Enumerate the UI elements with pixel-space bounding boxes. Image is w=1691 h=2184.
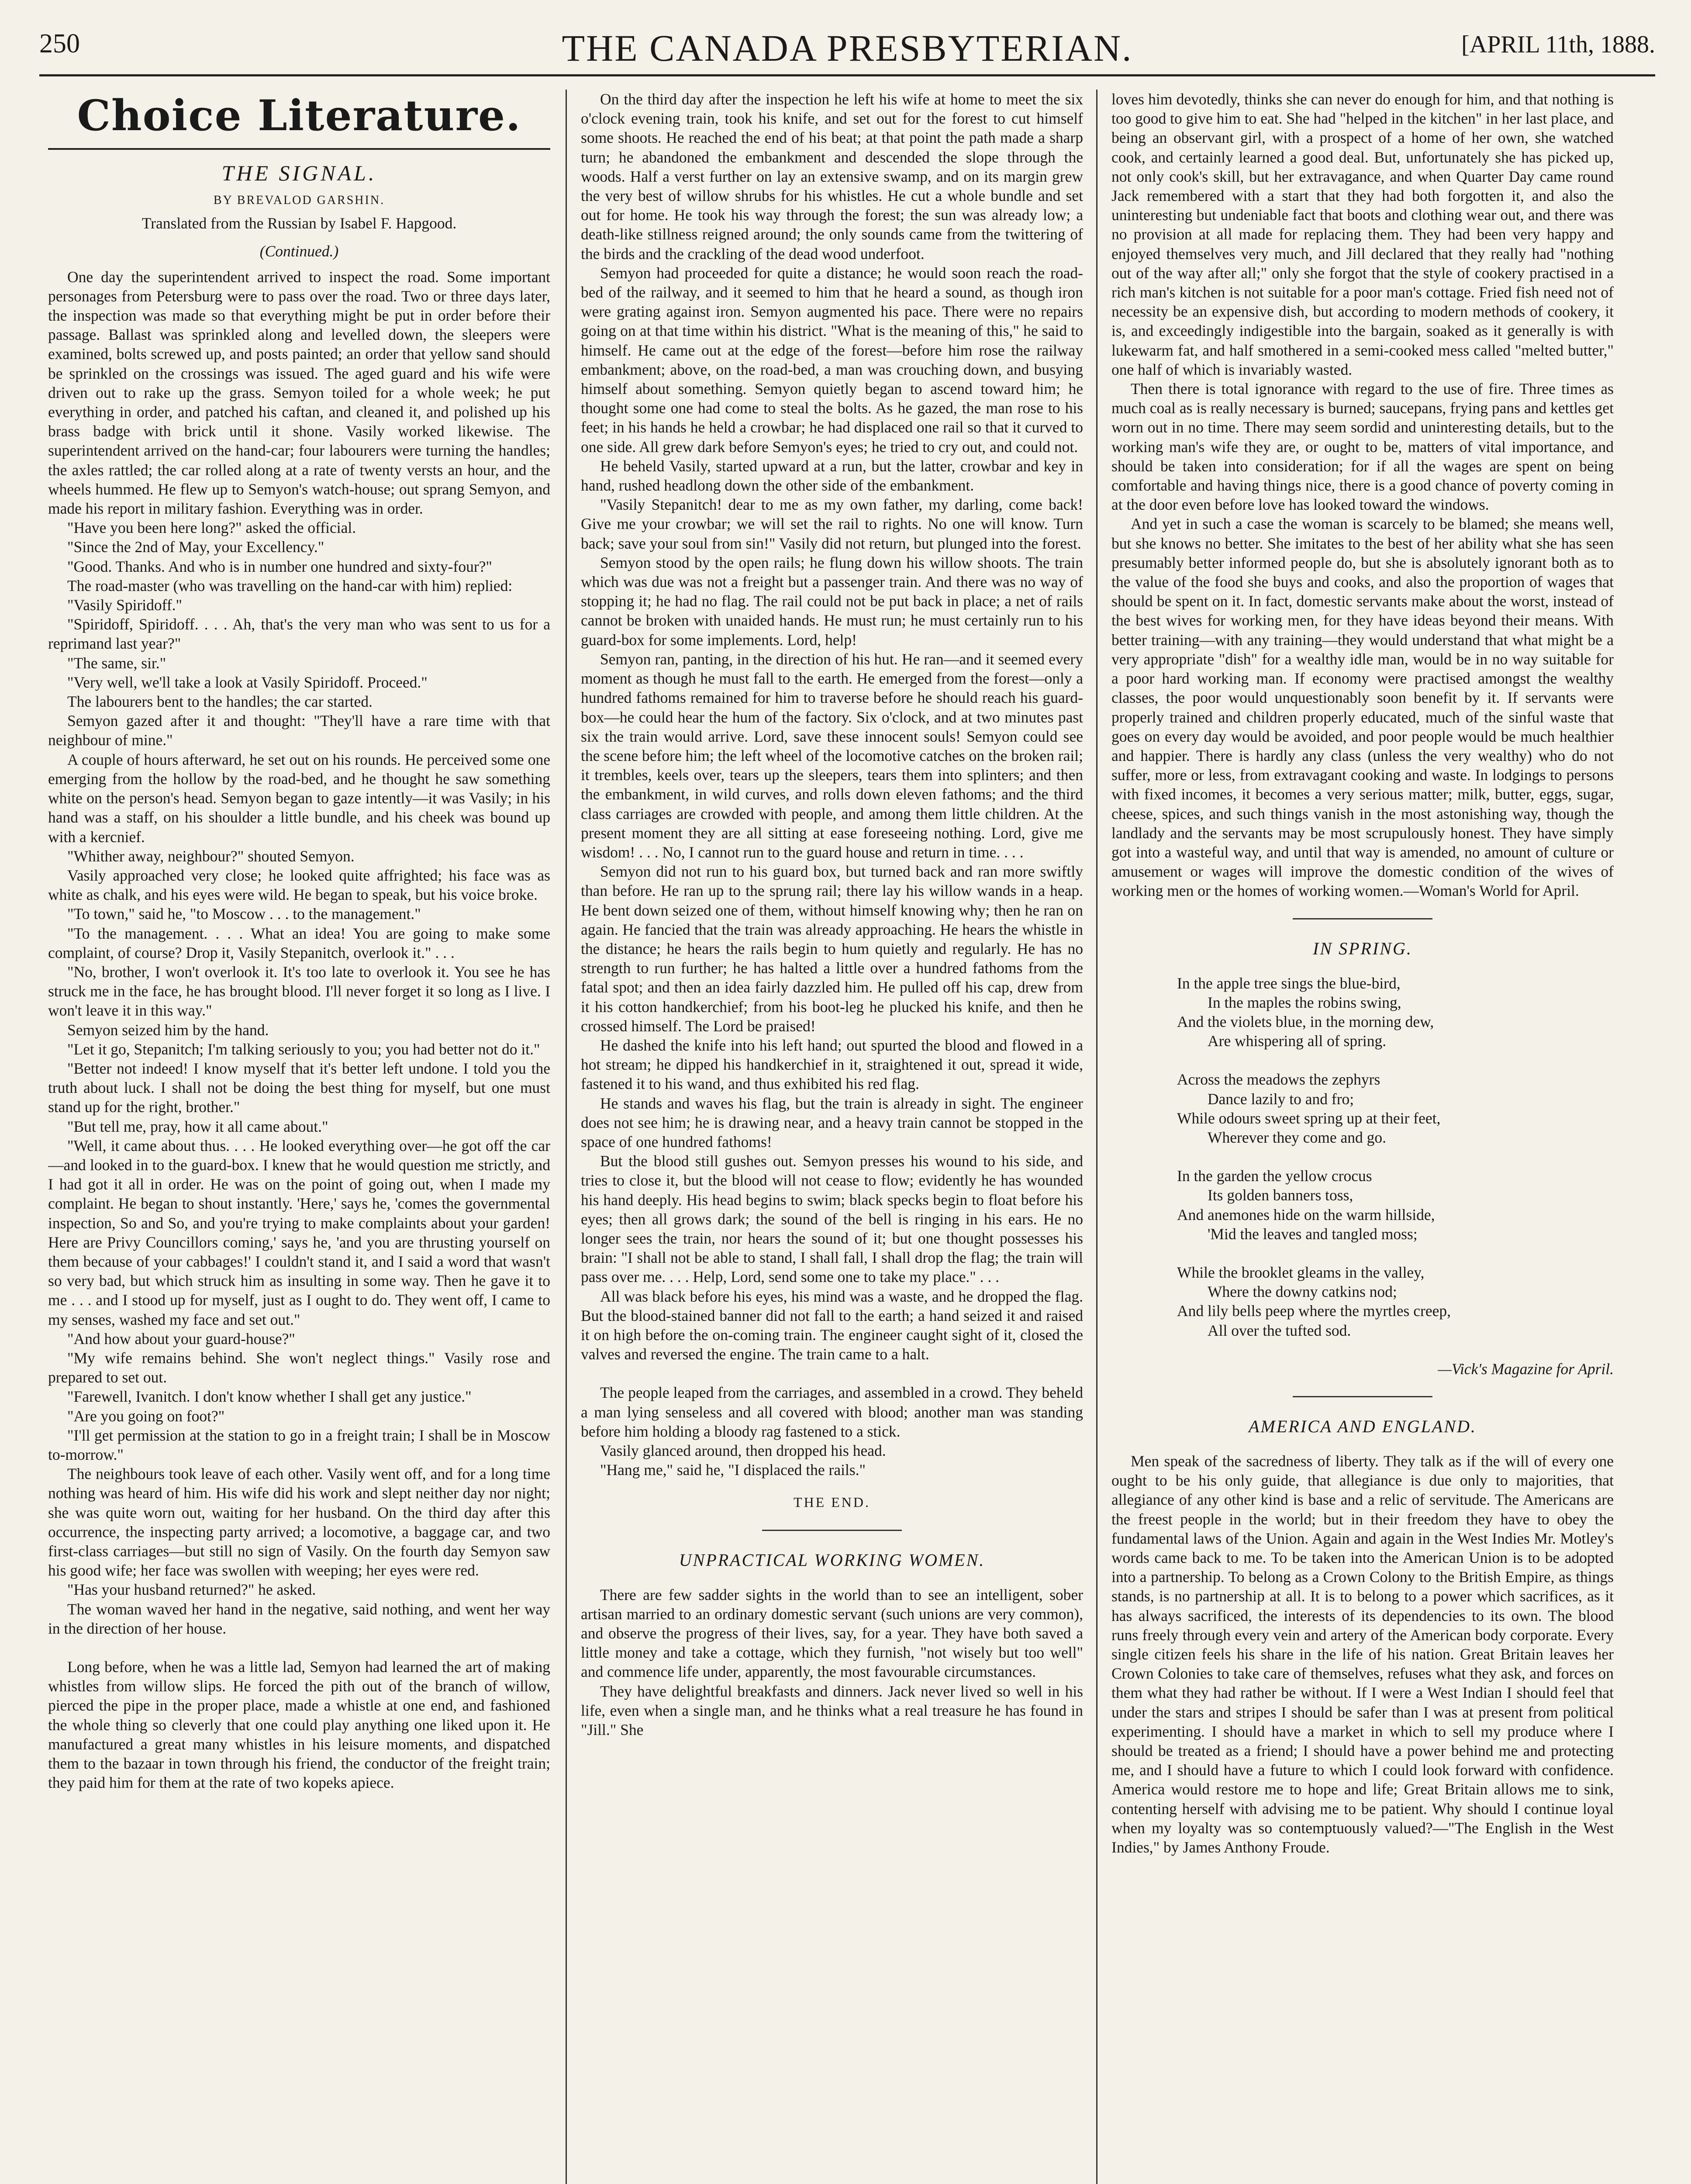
paragraph-break [48,1638,550,1657]
poem-line: While odours sweet spring up at their feet, [1177,1109,1441,1127]
poem-line: In the maples the robins swing, [1208,993,1401,1011]
paragraph: He dashed the knife into his left hand; out spurted the blood and flowed in a hot stream; he dipped his handkerchief in it, straightened it out, spread it wide, fastened it to his wand, and thus exhibited his red flag. [581,1036,1083,1093]
paragraph: One day the superintendent arrived to inspect the road. Some important personages from Petersburg were to pass over the road. Two or three days later, the inspection was made so that everything might be put in order before their passage. Ballast was sprinkled along and levelled down, the sleepers were examined, bolts screwed up, and posts painted; an order that yellow sand should be sprinkled on the crossings was issued. The aged guard and his wife were driven out to rake up the grass. Semyon toiled for a whole week; he put everything in order, and patched his caftan, and cleaned it, and polished up his brass badge with brick until it shone. Vasily worked likewise. The superintendent arrived on the hand-car; four labourers were turning the handles; the axles rattled; the car rolled along at a rate of twenty versts an hour, and the wheels hummed. He flew up to Semyon's watch-house; out sprang Semyon, and made his report in military fashion. Everything was in order. [48,268,550,518]
column-1 [48,90,550,2184]
paragraph: "The same, sir." [67,654,166,672]
working-women-text-part-2 [1111,90,1614,901]
article-title-signal: THE SIGNAL. [221,161,377,185]
poem-in-spring [1177,974,1614,1340]
poem-stanza [1177,1070,1614,1147]
paragraph: Semyon gazed after it and thought: "They'll have a rare time with that neighbour of mine." [48,712,550,749]
poem-line: All over the tufted sod. [1208,1321,1351,1339]
article-title-america-england: AMERICA AND ENGLAND. [1249,1416,1477,1436]
paragraph: "And how about your guard-house?" [67,1330,295,1348]
poem-line: Dance lazily to and fro; [1208,1090,1354,1108]
paragraph: Semyon had proceeded for quite a distance; he would soon reach the road-bed of the railway, and it seemed to him that he heard a sound, as though iron were grating against iron. Semyon augmented his pace. There were no repairs going on at that time within his district. "What is the meaning of this," he said to himself. He came out at the edge of the forest—before him rose the railway embankment; above, on the road-bed, a man was crouching down, and busying himself about something. Semyon quietly began to ascend toward him; he thought some one had come to steal the bolts. As he gazed, the man rose to his feet; in his hands he held a crowbar; he had displaced one rail so that it curved to one side. All grew dark before Semyon's eyes; he tried to cry out, and could not. [581,264,1083,456]
paragraph: "But tell me, pray, how it all came about." [67,1117,328,1135]
translator-credit: Translated from the Russian by Isabel F. Hapgood. [141,214,457,232]
poem-line: 'Mid the leaves and tangled moss; [1208,1225,1418,1243]
poem-stanza [1177,1166,1614,1244]
byline: BY BREVALOD GARSHIN. [213,194,385,207]
paragraph: Vasily approached very close; he looked quite affrighted; his face was as white as chalk, and his eyes were wild. He began to speak, but his voice broke. [48,866,550,904]
poem-line: Its golden banners toss, [1208,1186,1353,1204]
divider [1293,918,1432,919]
paragraph: "Very well, we'll take a look at Vasily Spiridoff. Proceed." [67,673,428,691]
paragraph: "Farewell, Ivanitch. I don't know whether I shall get any justice." [67,1388,472,1406]
paragraph: "Have you been here long?" asked the official. [67,519,356,537]
poem-line: Wherever they come and go. [1208,1128,1387,1146]
masthead [39,26,1655,76]
paragraph: "Good. Thanks. And who is in number one hundred and sixty-four?" [67,557,492,575]
paragraph: Vasily glanced around, then dropped his head. [600,1442,886,1460]
issue-date: [APRIL 11th, 1888. [1461,31,1655,58]
paragraph: "Vasily Stepanitch! dear to me as my own father, my darling, come back! Give me your crowbar; we will set the rail to rights. No one will know. Turn back; save your soul from sin!" Vasily did not return, but plunged into the forest. [581,496,1083,552]
poem-line: And the violets blue, in the morning dew, [1177,1013,1434,1030]
paragraph: "Has your husband returned?" he asked. [67,1581,316,1599]
page-number: 250 [39,29,80,59]
paragraph: There are few sadder sights in the world than to see an intelligent, sober artisan married to an ordinary domestic servant (such unions are very common), and observe the progress of their lives, say, for a year. They have both saved a little money and take a cottage, which they furnish, "not wisely but too well" and commence life under, apparently, the most favourable circumstances. [581,1586,1083,1681]
paragraph: And yet in such a case the woman is scarcely to be blamed; she means well, but she knows no better. She imitates to the best of her ability what she has seen presumably better informed people do, but she is absolutely ignorant both as to the value of the food she buys and cooks, and also the proportion of wages that should be spent on it. In fact, domestic servants make about the worst, instead of the best wives for working men, for they have ideas beyond their means. With better training—with any training—they would understand that what might be a very appropriate "dish" for a wealthy idle man, would be in no way suitable for a poor hard working man. If economy were practised amongst the wealthy classes, the poor would unquestionably soon benefit by it. If servants were properly trained and children properly educated, much of the sinful waste that goes on every day would be avoided, and poor people would be much healthier and happier. There is hardly any class (unless the very wealthy) who do not suffer, more or less, from extravagant cooking and waste. In lodgings to persons with fixed incomes, it becomes a very serious matter; milk, butter, eggs, sugar, cheese, spices, and such things vanish in the most astonishing way, though the landlady and the servants may be most scrupulously honest. They have simply got into a wasteful way, and until that way is amended, no amount of culture or amusement or wages will improve the domestic condition of the wives of working men or the homes of working women.—Woman's World for April. [1111,515,1614,900]
paragraph: "Whither away, neighbour?" shouted Semyon. [67,847,355,865]
paragraph: "I'll get permission at the station to go in a freight train; I shall be in Moscow to-morrow." [48,1426,550,1463]
poem-title: IN SPRING. [1313,938,1412,958]
article-title-working-women: UNPRACTICAL WORKING WOMEN. [679,1550,985,1570]
poem-line: In the apple tree sings the blue-bird, [1177,974,1401,992]
paragraph: The road-master (who was travelling on the hand-car with him) replied: [67,577,513,594]
paragraph: The neighbours took leave of each other. Vasily went off, and for a long time nothing was heard of him. His wife did his work and slept neither day nor night; she was quite worn out, waiting for her husband. On the third day after this occurrence, the inspecting party arrived; a locomotive, a baggage car, and two first-class carriages—but still no sign of Vasily. On the fourth day Semyon saw his good wife; her face was swollen with weeping; her eyes were red. [48,1465,550,1579]
paragraph: "Well, it came about thus. . . . He looked everything over—he got off the car—and looked in to the guard-box. I knew that he would question me strictly, and I had got it all in order. He was on the point of going out, when I made my complaint. He began to shout instantly. 'Here,' says he, 'comes the governmental inspection, So and So, and you're trying to make complaints about your garden! Here are Privy Councillors coming,' says he, 'and you are thrusting yourself on them because of your cabbages!' I couldn't stand it, and I said a word that wasn't so very bad, but which struck him as insulting in some way. Then he gave it to me . . . and I stood up for myself, just as I ought to do. They went off, I came to my senses, washed my face and set out." [48,1137,550,1328]
paragraph: "Better not indeed! I know myself that it's better left undone. I told you the truth about luck. I shall not be doing the best thing for myself, but one must stand up for the right, brother." [48,1059,550,1116]
paragraph: "Since the 2nd of May, your Excellency." [67,538,324,556]
paragraph: Semyon did not run to his guard box, but turned back and ran more swiftly than before. He ran up to the sprung rail; there lay his willow wands in a heap. He bent down seized one of them, without himself knowing why; then he ran on again. He fancied that the train was already approaching. He hears the whistle in the distance; he hears the rails begin to hum quietly and regularly. He has no strength to run further; he has halted a little over a hundred fathoms from the fatal spot; and then an idea fairly dazzled him. He pulled off his cap, drew from it his cotton handkerchief; from his boot-leg he plucked his knife, and then he crossed himself. The Lord be praised! [581,863,1083,1035]
poem-stanza [1177,974,1614,1051]
paragraph: The people leaped from the carriages, and assembled in a crowd. They beheld a man lying senseless and all covered with blood; another man was standing before him holding a bloody rag fastened to a stick. [581,1384,1083,1440]
paragraph: But the blood still gushes out. Semyon presses his wound to his side, and tries to close it, but the blood will not cease to flow; evidently he has wounded his hand deeply. His head begins to swim; black specks begin to float before his eyes; then all grows dark; the sound of the bell is ringing in his ears. He no longer sees the train, nor hears the sound of it; but one thought possesses his brain: "I shall not be able to stand, I shall fall, I shall drop the flag; the train will pass over me. . . . Help, Lord, send some one to take my place." . . . [581,1152,1083,1286]
paragraph: Semyon ran, panting, in the direction of his hut. He ran—and it seemed every moment as though he must fall to the earth. He emerged from the forest—only a hundred fathoms remained for him to traverse before he should reach his guard-box—he could hear the hum of the factory. Six o'clock, and at two minutes past six the train would arrive. Lord, save these innocent souls! Semyon could see the scene before him; the left wheel of the locomotive catches on the broken rail; it trembles, keels over, tears up the sleepers, tears them into splinters; and then the embankment, in wild curves, and rolls down eleven fathoms; and the third class carriages are crowded with people, and among them little children. At the present moment they are all sitting at ease foreseeing nothing. Lord, give me wisdom! . . . No, I cannot run to the guard house and return in time. . . . [581,650,1083,861]
paragraph: A couple of hours afterward, he set out on his rounds. He perceived some one emerging from the hollow by the road-bed, and he thought he saw something white on the person's head. Semyon began to gaze intently—it was Vasily; in his hand was a staff, on his shoulder a little bundle, and his cheek was bound up with a kercnief. [48,750,550,846]
signal-text-part-2 [581,90,1083,1479]
paragraph: "Are you going on foot?" [67,1407,225,1425]
paragraph: "To the management. . . . What an idea! You are going to make some complaint, of course? Drop it, Vasily Stepanitch, overlook it." . . . [48,924,550,961]
paragraph: The woman waved her hand in the negative, said nothing, and went her way in the direction of her house. [48,1600,550,1637]
poem-line: In the garden the yellow crocus [1177,1167,1372,1185]
poem-line: Across the meadows the zephyrs [1177,1071,1380,1089]
paragraph: He beheld Vasily, started upward at a run, but the latter, crowbar and key in hand, rushed headlong down the other side of the embankment. [581,457,1083,494]
america-paragraph: Men speak of the sacredness of liberty. They talk as if the will of every one ought to be his only guide, that allegiance is due only to majorities, that allegiance of any other kind is base and a relic of servitude. The Americans are the freest people in the world; but in their freedom they have to obey the fundamental laws of the Union. Again and again in the West Indies Mr. Motley's words came back to me. To be taken into the American Union is to be adopted into a partnership. To belong as a Crown Colony to the British Empire, as things stands, is no partnership at all. It is to belong to a power which sacrifices, as it has always sacrificed, the interests of its dependencies to its own. The blood runs freely through every vein and artery of the American body corporate. Every single citizen feels his share in the life of his nation. Great Britain leaves her Crown Colonies to take care of themselves, refuses what they ask, and forces on them what they had rather be without. If I were a West Indian I should feel that under the stars and stripes I should be safer than I was at present from political experimenting. I should have a market in which to sell my produce where I should be treated as a friend; I should have a power behind me and protecting me, and I should have a future to which I could look forward with confidence. America would restore me to hope and life; Great Britain allows me to sink, contenting herself with advising me to be patient. Why should I continue loyal when my loyalty was so contemptuously valued?—"The English in the West Indies," by James Anthony Froude. [1111,1452,1614,1856]
divider [1293,1396,1432,1397]
paragraph: "To town," said he, "to Moscow . . . to the management." [67,905,421,923]
paragraph: On the third day after the inspection he left his wife at home to meet the six o'clock evening train, took his knife, and set out for the forest to cut himself some shoots. He reached the end of his beat; at that point the path made a sharp turn; he abandoned the embankment and descended the slope through the woods. Half a verst further on lay an extensive swamp, and on its margin grew the very best of willow shrubs for his whistles. He cut a whole bundle and set out for home. He took his way through the forest; the sun was already low; a death-like stillness reigned around; the only sounds came from the twittering of the birds and the crackling of the dead wood underfoot. [581,90,1083,263]
column-rule [566,90,567,2184]
column-2 [581,90,1083,2184]
paragraph: "Spiridoff, Spiridoff. . . . Ah, that's the very man who was sent to us for a reprimand last year?" [48,615,550,653]
paragraph: The labourers bent to the handles; the car started. [67,693,373,711]
paragraph: "No, brother, I won't overlook it. It's too late to overlook it. You see he has struck me in the face, he has brought blood. I'll never forget it so long as I live. I won't leave it in this way." [48,963,550,1019]
poem-line: Are whispering all of spring. [1208,1032,1387,1050]
signal-text-part-1 [48,267,550,1793]
poem-line: Where the downy catkins nod; [1208,1283,1397,1301]
poem-stanza [1177,1263,1614,1340]
paragraph: He stands and waves his flag, but the train is already in sight. The engineer does not see him; he is drawing near, and a heavy train cannot be stopped in the space of one hundred fathoms! [581,1094,1083,1151]
column-rule [1096,90,1097,2184]
poem-source: —Vick's Magazine for April. [1438,1360,1614,1378]
paragraph: "My wife remains behind. She won't neglect things." Vasily rose and prepared to set out. [48,1349,550,1386]
working-women-text-part-1 [581,1585,1083,1740]
paragraph: "Vasily Spiridoff." [67,596,183,614]
paragraph: loves him devotedly, thinks she can never do enough for him, and that nothing is too good to give him to eat. She had "helped in the kitchen" in her last place, and being an observant girl, with a prospect of a home of her own, she watched cook, and certainly learned a good deal. But, unfortunately she has picked up, not only cook's skill, but her extravagance, and when Quarter Day came round Jack remembered with a start that they had both forgotten it, and also the uninteresting but undeniable fact that boots and clothing wear out, and there was no provision at all made for replacing them. They had been very happy and enjoyed themselves very much, and Jill declared that they really had "nothing out of the way after all;" only she forgot that the style of cookery practised in a rich man's kitchen is not suitable for a poor man's cottage. Fried fish need not of necessity be an expensive dish, but according to modern methods of cookery, it is, and exceedingly indigestible into the bargain, soaked as it generally is with lukewarm fat, and half smothered in a semi-cooked mess called "melted butter," one half of which is invariably wasted. [1111,90,1614,378]
poem-line: And lily bells peep where the myrtles creep, [1177,1302,1451,1320]
continued-note: (Continued.) [259,242,339,260]
paragraph: "Hang me," said he, "I displaced the rails." [600,1461,866,1479]
poem-line: While the brooklet gleams in the valley, [1177,1263,1425,1281]
paragraph-break [581,1364,1083,1383]
paragraph: Then there is total ignorance with regard to the use of fire. Three times as much coal as is really necessary is burned; saucepans, frying pans and kettles get worn out in no time. There may seem sordid and uninteresting details, but to the working man's wife they are, or ought to be, matters of vital importance, and should be taken into consideration; for if all the wages are spent on being comfortable and having things nice, there is a good chance of poverty coming in at the door even before love has looked toward the windows. [1111,380,1614,514]
paragraph: They have delightful breakfasts and dinners. Jack never lived so well in his life, even when a single man, and he thinks what a real treasure he has found in "Jill." She [581,1682,1083,1739]
paragraph: Semyon stood by the open rails; he flung down his willow shoots. The train which was due was not a freight but a passenger train. And there was no way of stopping it; he had no flag. The rail could not be put back in place; a net of rails cannot be broken with unaided hands. He must run; he must certainly run to his guard-box for some implements. Lord, help! [581,553,1083,649]
newspaper-title: THE CANADA PRESBYTERIAN. [562,27,1133,69]
paragraph: All was black before his eyes, his mind was a waste, and he dropped the flag. But the blood-stained banner did not fall to the earth; a hand seized it and raised it on high before the on-coming train. The engineer caught sight of it, closed the valves and reversed the engine. The train came to a halt. [581,1287,1083,1363]
paragraph: Semyon seized him by the hand. [67,1021,269,1039]
section-heading: Choice Literature. [48,90,550,150]
paragraph: "Let it go, Stepanitch; I'm talking seriously to you; you had better not do it." [67,1040,540,1058]
poem-line: And anemones hide on the warm hillside, [1177,1206,1435,1223]
paragraph: Long before, when he was a little lad, Semyon had learned the art of making whistles from willow slips. He forced the pith out of the branch of willow, pierced the pipe in the proper place, made a whistle at one end, and fashioned the whole thing so cleverly that one could play anything one liked upon it. He manufactured a great many whistles in his leisure moments, and dispatched them to the bazaar in town through his friend, the conductor of the freight train; they paid him for them at the rate of two kopeks apiece. [48,1658,550,1792]
column-3 [1111,90,1614,2184]
the-end-label: THE END. [794,1494,870,1510]
divider [762,1530,902,1531]
